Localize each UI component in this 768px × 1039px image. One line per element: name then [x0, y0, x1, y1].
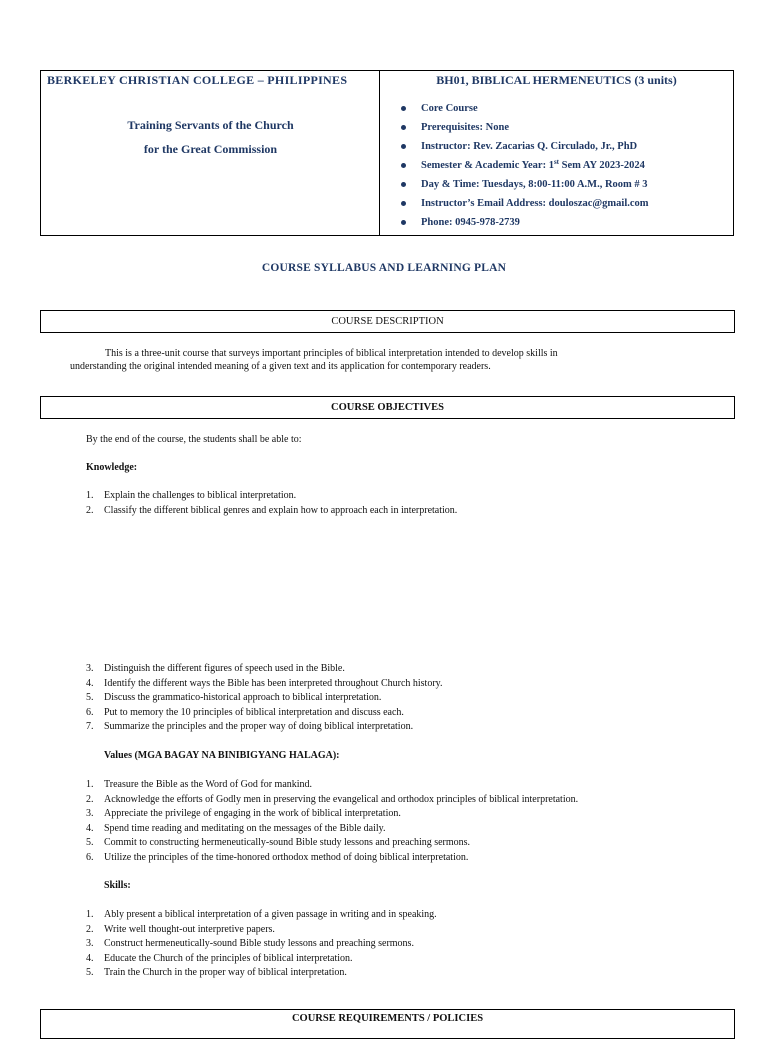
- bullet-icon: [401, 125, 406, 130]
- list-item: 3. Appreciate the privilege of engaging in the work of biblical interpretation.: [86, 808, 401, 819]
- course-info-list: [401, 99, 649, 232]
- list-item: 5. Train the Church in the proper way of biblical interpretation.: [86, 967, 347, 978]
- skills-label: Skills:: [104, 880, 131, 891]
- knowledge-label: Knowledge:: [86, 462, 138, 473]
- syllabus-title: COURSE SYLLABUS AND LEARNING PLAN: [261, 262, 507, 274]
- motto-line-2: for the Great Commission: [143, 142, 278, 156]
- list-item: 5. Discuss the grammatico-historical approach to biblical interpretation.: [86, 692, 382, 703]
- description-line-1: This is a three-unit course that surveys important principles of biblical interpretation intended to develop skills in: [105, 348, 558, 359]
- bullet-icon: [401, 144, 406, 149]
- bullet-icon: [401, 163, 406, 168]
- bullet-icon: [401, 106, 406, 111]
- bullet-icon: [401, 182, 406, 187]
- list-item: 4. Educate the Church of the principles of biblical interpretation.: [86, 952, 353, 964]
- list-item: 6. Utilize the principles of the time-honored orthodox method of doing biblical interpretation.: [86, 851, 469, 863]
- list-item: 4. Spend time reading and meditating on the messages of the Bible daily.: [86, 822, 386, 834]
- bullet-icon: [401, 201, 406, 206]
- skills-list: [86, 908, 437, 981]
- list-item: 1. Treasure the Bible as the Word of God for mankind.: [86, 779, 313, 790]
- list-item: 6. Put to memory the 10 principles of biblical interpretation and discuss each.: [86, 706, 404, 718]
- list-item: 5. Commit to constructing hermeneutically-sound Bible study lessons and preaching sermons.: [86, 837, 471, 848]
- course-requirements-heading: COURSE REQUIREMENTS / POLICIES: [40, 1009, 735, 1039]
- motto-line-1: Training Servants of the Church: [127, 118, 294, 132]
- objectives-intro: By the end of the course, the students shall be able to:: [86, 434, 302, 445]
- description-line-2: understanding the original intended meaning of a given text and its application for contemporary readers.: [70, 361, 491, 372]
- bullet-icon: [401, 220, 406, 225]
- list-item: 3. Distinguish the different figures of speech used in the Bible.: [86, 663, 345, 674]
- college-name: BERKELEY CHRISTIAN COLLEGE – PHILIPPINES: [47, 73, 348, 87]
- info-item: Instructor’s Email Address: douloszac@gmail.com: [401, 194, 649, 213]
- info-item: Day & Time: Tuesdays, 8:00-11:00 A.M., Room # 3: [401, 175, 649, 194]
- college-cell: [41, 71, 380, 235]
- list-item: 1. Ably present a biblical interpretation of a given passage in writing and in speaking.: [86, 909, 437, 920]
- course-info-cell: [380, 71, 733, 235]
- list-item: 1. Explain the challenges to biblical interpretation.: [86, 490, 297, 501]
- info-item: Semester & Academic Year: 1st Sem AY 2023-2024: [401, 156, 649, 175]
- list-item: 7. Summarize the principles and the proper way of doing biblical interpretation.: [86, 721, 414, 732]
- list-item: 4. Identify the different ways the Bible has been interpreted throughout Church history.: [86, 677, 443, 689]
- list-item: 2. Write well thought-out interpretive papers.: [86, 923, 275, 935]
- knowledge-list-a: [86, 489, 457, 518]
- info-item: Phone: 0945-978-2739: [401, 213, 649, 232]
- info-item: Instructor: Rev. Zacarias Q. Circulado, Jr., PhD: [401, 137, 649, 156]
- course-description-heading: COURSE DESCRIPTION: [40, 310, 735, 333]
- list-item: 3. Construct hermeneutically-sound Bible study lessons and preaching sermons.: [86, 938, 414, 949]
- course-objectives-heading: COURSE OBJECTIVES: [40, 396, 735, 419]
- info-item: Core Course: [401, 99, 649, 118]
- list-item: 2. Classify the different biblical genres and explain how to approach each in interpretation.: [86, 504, 458, 516]
- values-label: Values (MGA BAGAY NA BINIBIGYANG HALAGA):: [104, 750, 340, 761]
- list-item: 2. Acknowledge the efforts of Godly men in preserving the evangelical and orthodox principles of biblical interpretation.: [86, 793, 579, 805]
- values-list: [86, 778, 578, 865]
- info-item: Prerequisites: None: [401, 118, 649, 137]
- knowledge-list-b: [86, 662, 443, 735]
- course-title: BH01, BIBLICAL HERMENEUTICS (3 units): [436, 73, 677, 87]
- course-header-table: [40, 70, 734, 236]
